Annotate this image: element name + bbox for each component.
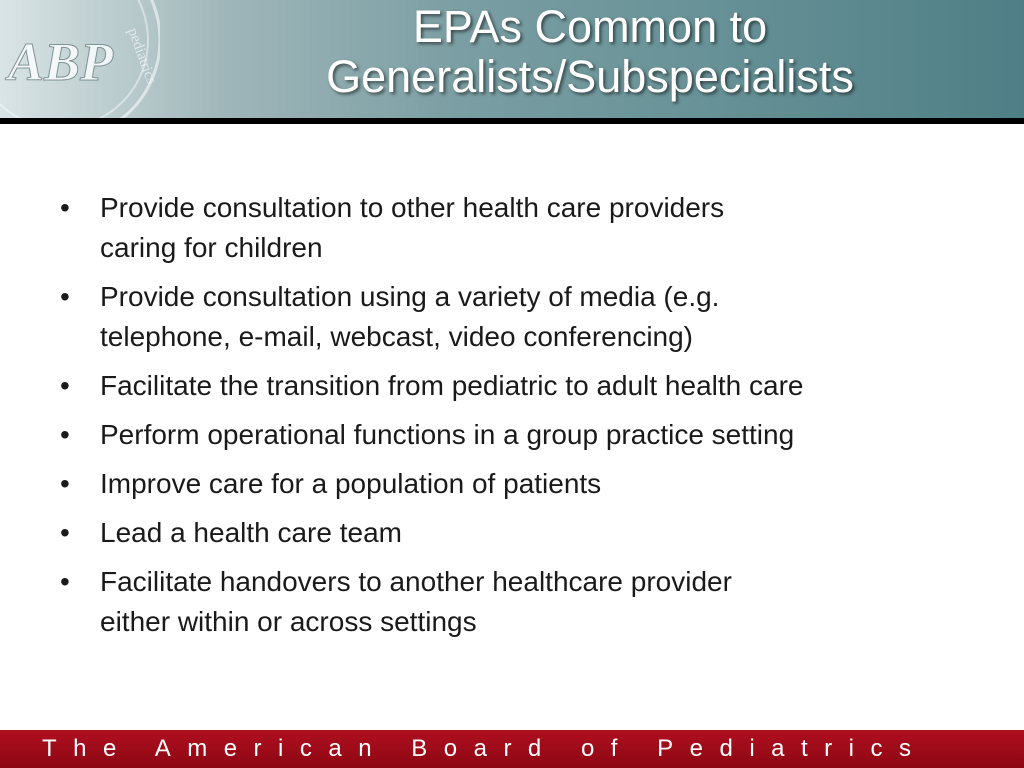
bullet-marker: • (60, 192, 70, 223)
slide-title (200, 2, 980, 102)
bullet-list (58, 188, 978, 651)
slide-footer (0, 730, 1024, 768)
bullet-text-line: either within or across settings (100, 606, 477, 637)
bullet-item (58, 464, 978, 504)
bullet-text-line: telephone, e-mail, webcast, video conferencing) (100, 321, 694, 352)
bullet-text-line: Improve care for a population of patients (100, 468, 602, 499)
bullet-marker: • (60, 566, 70, 597)
slide-title-line-1: EPAs Common to (412, 1, 768, 52)
bullet-text-line: Provide consultation to other health care providers (100, 192, 725, 223)
bullet-marker: • (60, 468, 70, 499)
abp-seal-logo (0, 0, 160, 118)
bullet-item (58, 277, 978, 357)
bullet-marker: • (60, 281, 70, 312)
bullet-item (58, 513, 978, 553)
bullet-marker: • (60, 517, 70, 548)
footer-organization-name: The American Board of Pediatrics (42, 735, 928, 762)
bullet-item (58, 562, 978, 642)
bullet-item (58, 366, 978, 406)
bullet-item (58, 415, 978, 455)
svg-text:ABP: ABP (8, 32, 114, 92)
bullet-marker: • (60, 419, 70, 450)
bullet-text-line: Lead a health care team (100, 517, 402, 548)
bullet-text-line: Provide consultation using a variety of media (e.g. (100, 281, 720, 312)
bullet-text-line: Facilitate handovers to another healthcare provider (100, 566, 732, 597)
bullet-item (58, 188, 978, 268)
bullet-text-line: Facilitate the transition from pediatric to adult health care (100, 370, 804, 401)
bullet-marker: • (60, 370, 70, 401)
svg-text:pediatrics: pediatrics (124, 25, 160, 87)
bullet-text-line: Perform operational functions in a group practice setting (100, 419, 795, 450)
slide-title-line-2: Generalists/Subspecialists (326, 51, 854, 102)
header-divider (0, 118, 1024, 124)
bullet-text-line: caring for children (100, 232, 323, 263)
slide-header (0, 0, 1024, 118)
